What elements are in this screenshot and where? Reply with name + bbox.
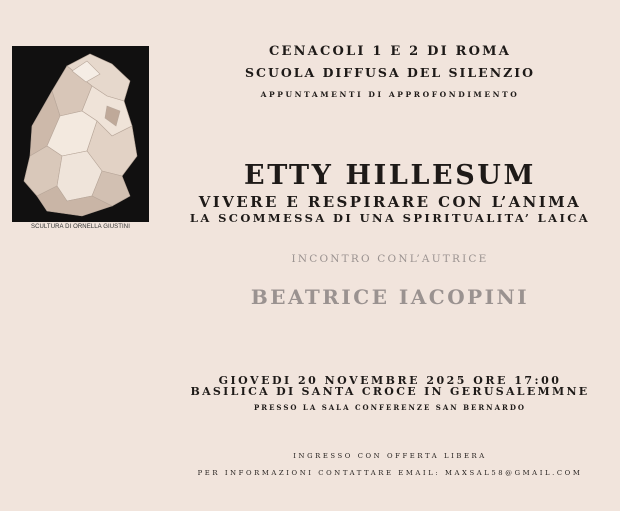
- header-line-1: CENACOLI 1 E 2 DI ROMA: [268, 44, 512, 59]
- event-title: ETTY HILLESUM: [244, 160, 536, 191]
- header-line-3: APPUNTAMENTI DI APPROFONDIMENTO: [260, 90, 520, 99]
- event-venue: BASILICA DI SANTA CROCE IN GERUSALEMMNE: [190, 385, 590, 398]
- header-line-2: SCUOLA DIFFUSA DEL SILENZIO: [244, 65, 535, 80]
- author-name: BEATRICE IACOPINI: [250, 285, 530, 309]
- photo-caption: SCULTURA DI ORNELLA GIUSTINI: [30, 224, 131, 230]
- event-subtitle-1: VIVERE E RESPIRARE CON L’ANIMA: [198, 193, 582, 211]
- event-subtitle-2: LA SCOMMESSA DI UNA SPIRITUALITA’ LAICA: [189, 211, 591, 225]
- entry-note: INGRESSO CON OFFERTA LIBERA: [293, 452, 487, 460]
- event-room: PRESSO LA SALA CONFERENZE SAN BERNARDO: [254, 403, 526, 412]
- contact-info: PER INFORMAZIONI CONTATTARE EMAIL: MAXSAL58@GMAIL.COM: [197, 469, 583, 477]
- meeting-label: INCONTRO CONL’AUTRICE: [291, 253, 489, 265]
- event-date-time: GIOVEDI 20 NOVEMBRE 2025 ORE 17:00: [218, 374, 562, 387]
- sculpture-image: [12, 46, 149, 222]
- sculpture-photo: [12, 46, 149, 222]
